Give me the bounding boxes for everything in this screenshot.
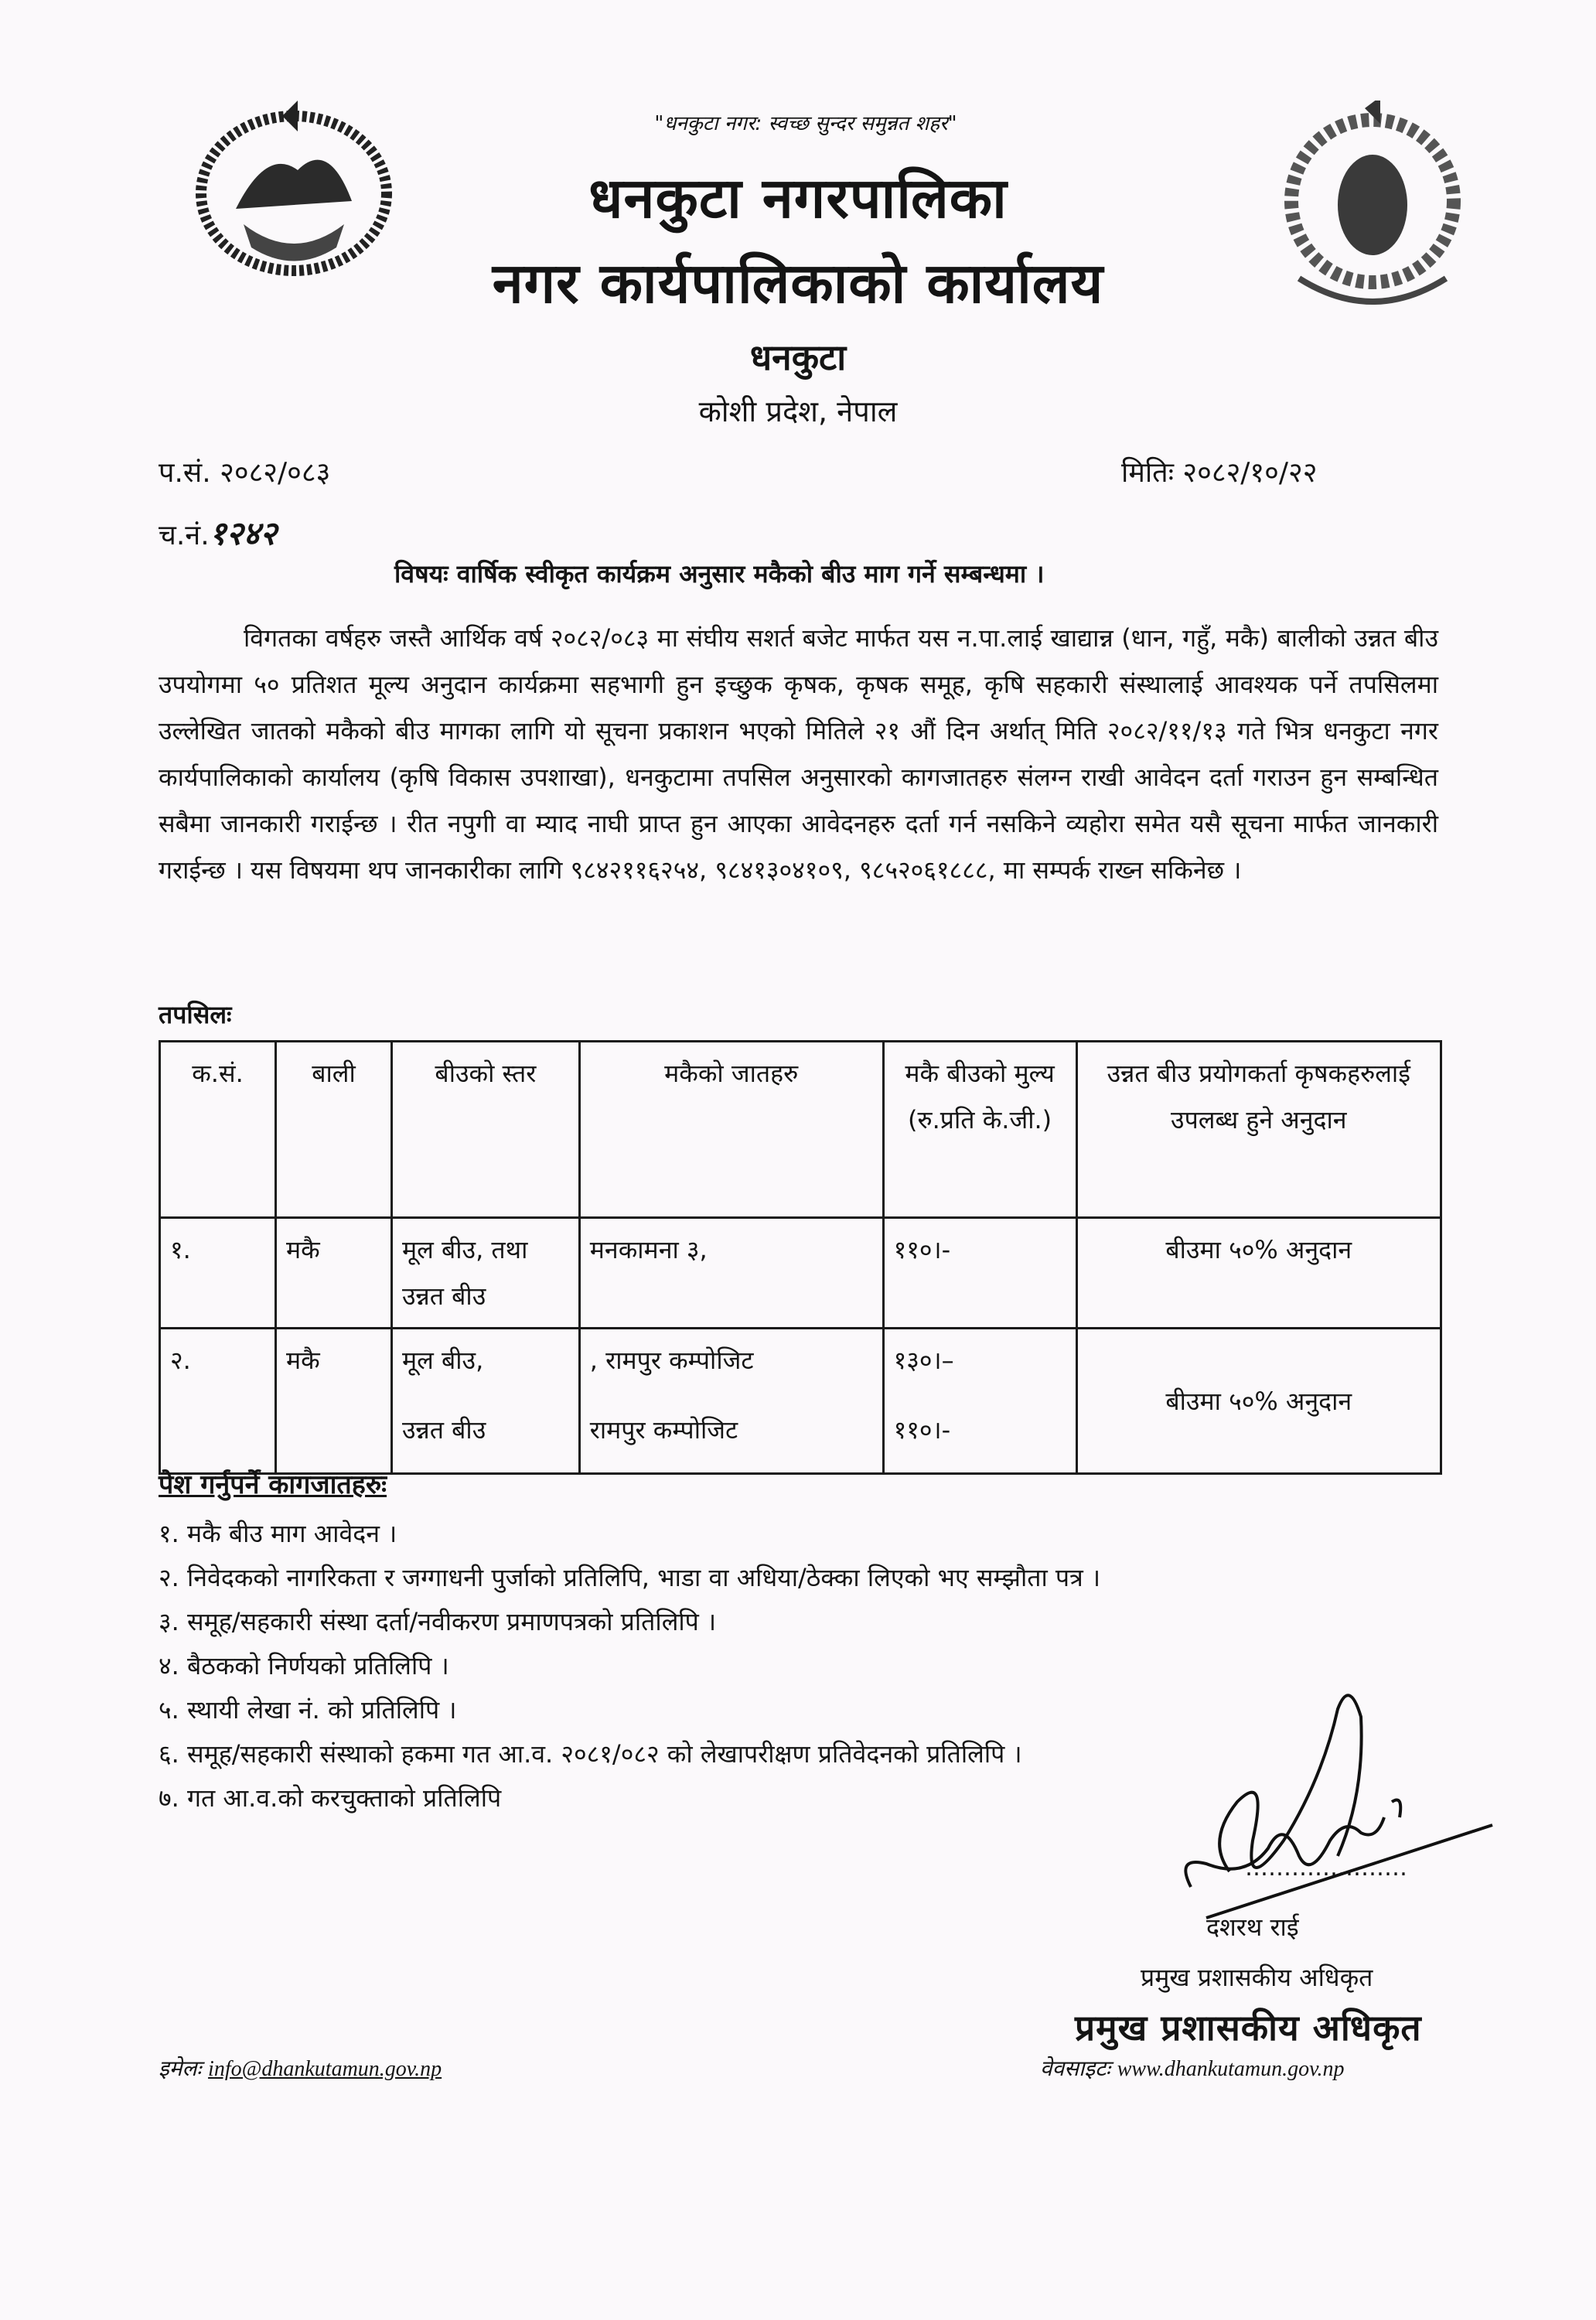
header-price: मकै बीउको मुल्य (रु.प्रति के.जी.) [883, 1042, 1076, 1218]
required-documents-list [159, 1512, 1100, 1820]
website-link[interactable]: www.dhankutamun.gov.np [1117, 2057, 1345, 2081]
signer-name: दशरथ राई [1206, 1912, 1299, 1942]
reference-label: प.सं. [159, 457, 211, 489]
header-varieties: मकैको जातहरु [579, 1042, 883, 1218]
cell-subsidy [1076, 1329, 1441, 1474]
cell-subsidy: बीउमा ५०% अनुदान [1076, 1218, 1441, 1329]
header-serial: क.सं. [160, 1042, 276, 1218]
email-label: इमेलः [159, 2056, 202, 2081]
website-footer [1040, 2053, 1344, 2083]
cell-crop: मकै [275, 1329, 391, 1474]
table-row [160, 1329, 1441, 1474]
list-item: १. मकै बीउ माग आवेदन । [159, 1519, 397, 1548]
variety-line2: रामपुर कम्पोजिट [589, 1415, 738, 1445]
list-item: ४. बैठकको निर्णयको प्रतिलिपि । [159, 1651, 449, 1680]
list-item: ३. समूह/सहकारी संस्था दर्ता/नवीकरण प्रमाणपत्रको प्रतिलिपि । [159, 1607, 717, 1636]
cell-price: ११०।- [883, 1218, 1076, 1329]
subject-label: विषयः [394, 559, 448, 589]
issue-date [1121, 452, 1317, 490]
cell-seed-level [391, 1329, 579, 1474]
signer-role: प्रमुख प्रशासकीय अधिकृत [1141, 1963, 1373, 1992]
table-row [160, 1218, 1441, 1329]
seed-level-line2: उन्नत बीउ [401, 1415, 486, 1445]
email-link[interactable]: info@dhankutamun.gov.np [208, 2057, 442, 2081]
cell-variety [579, 1329, 883, 1474]
cell-seed-level [391, 1218, 579, 1329]
reference-number [159, 452, 330, 490]
cell-serial: २. [160, 1329, 276, 1474]
dispatch-value: १२४२ [209, 514, 278, 552]
province-country: कोशी प्रदेश, नेपाल [698, 394, 898, 428]
municipality-name: धनकुटा नगरपालिका [588, 165, 1008, 230]
list-item: ५. स्थायी लेखा नं. को प्रतिलिपि । [159, 1695, 457, 1725]
seed-details-table [159, 1040, 1442, 1475]
price-line2: ११०।- [893, 1415, 951, 1445]
signature-graphic [1144, 1686, 1500, 1941]
cell-price [883, 1329, 1076, 1474]
seed-level-line1: मूल बीउ, [401, 1346, 484, 1375]
cell-crop: मकै [275, 1218, 391, 1329]
list-item: २. निवेदकको नागरिकता र जग्गाधनी पुर्जाको प्रतिलिपि, भाडा वा अधिया/ठेक्का लिएको भए सम्झौता पत्र । [159, 1563, 1101, 1592]
date-label: मितिः [1121, 457, 1174, 489]
price-line1: १३०।– [893, 1346, 954, 1375]
official-stamp-text: प्रमुख प्रशासकीय अधिकृत [1075, 2007, 1422, 2049]
required-documents-title: पेश गर्नुपर्ने कागजातहरुः [159, 1469, 387, 1500]
variety-line1: , रामपुर कम्पोजिट [589, 1346, 754, 1375]
notice-body: विगतका वर्षहरु जस्तै आर्थिक वर्ष २०८२/०८३ मा संघीय सशर्त बजेट मार्फत यस न.पा.लाई खाद्यान्न (धान, गहुँ, मकै) बालीको उन्नत बीउ उपयोगमा ५० प्रतिशत मूल्य अनुदान कार्यक्रमा सहभागी हुन इच्छुक कृषक, कृषक समूह, कृषि सहकारी संस्थालाई आवश्यक पर्ने तपसिलमा उल्लेखित जातको मकैको बीउ मागका लागि यो सूचना प्रकाशन भएको मितिले २१ औं दिन अर्थात् मिति २०८२/११/१३ गते भित्र धनकुटा नगर कार्यपालिकाको कार्यालय (कृषि विकास उपशाखा), धनकुटामा तपसिल अनुसारको कागजातहरु संलग्न राखी आवेदन दर्ता गराउन हुन सम्बन्धित सबैमा जानकारी गराईन्छ । रीत नपुगी वा म्याद नाघी प्राप्त हुन आएका आवेदनहरु दर्ता गर्न नसकिने व्यहोरा समेत यसै सूचना मार्फत जानकारी गराईन्छ । यस विषयमा थप जानकारीका लागि ९८४२११६२५४, ९८४१३०४१०९, ९८५२०६१८८८, मा सम्पर्क राख्न सकिनेछ । [159, 623, 1438, 885]
seed-level-line1: मूल बीउ, तथा [401, 1235, 528, 1264]
header-subsidy: उन्नत बीउ प्रयोगकर्ता कृषकहरुलाई उपलब्ध हुने अनुदान [1076, 1042, 1441, 1218]
cell-serial: १. [160, 1218, 276, 1329]
reference-value: २०८२/०८३ [220, 457, 331, 489]
header-seed-level: बीउको स्तर [391, 1042, 579, 1218]
dispatch-number [159, 510, 277, 554]
email-footer [159, 2053, 442, 2083]
list-item: ६. समूह/सहकारी संस्थाको हकमा गत आ.व. २०८१/०८२ को लेखापरीक्षण प्रतिवेदनको प्रतिलिपि । [159, 1739, 1022, 1769]
details-label: तपसिलः [159, 1000, 232, 1029]
seed-level-line2: उन्नत बीउ [401, 1281, 486, 1311]
subsidy-text: बीउमा ५०% अनुदान [1165, 1386, 1352, 1416]
date-value: २०८२/१०/२२ [1182, 457, 1318, 489]
dispatch-label: च.नं. [159, 520, 210, 551]
signature-dots: ………………… [1245, 1854, 1407, 1882]
subject-text: वार्षिक स्वीकृत कार्यक्रम अनुसार मकैको बीउ माग गर्ने सम्बन्धमा । [456, 559, 1045, 589]
header-crop: बाली [275, 1042, 391, 1218]
municipality-slogan: "धनकुटा नगर: स्वच्छ सुन्दर समुन्नत शहर" [654, 112, 957, 135]
table-header-row [160, 1042, 1441, 1218]
cell-variety: मनकामना ३, [579, 1218, 883, 1329]
office-name: नगर कार्यपालिकाको कार्यालय [492, 251, 1104, 316]
subject-line [394, 557, 1044, 590]
website-label: वेवसाइटः [1040, 2056, 1110, 2081]
list-item: ७. गत आ.व.को करचुक्ताको प्रतिलिपि [159, 1783, 502, 1813]
city-name: धनकुटा [749, 336, 847, 378]
